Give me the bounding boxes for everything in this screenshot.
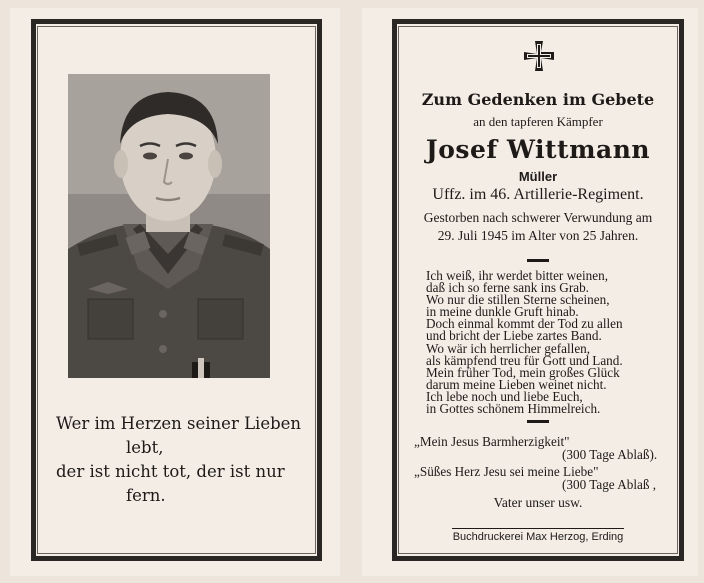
- poem-line: als kämpfend treu für Gott und Land.: [426, 352, 623, 368]
- military-rank: Uffz. im 46. Artillerie-Regiment.: [432, 186, 644, 203]
- poem-line: in meine dunkle Gruft hinab.: [426, 304, 579, 320]
- prayer-text: „Süßes Herz Jesu sei meine Liebe": [414, 464, 599, 479]
- left-verse-line: der ist nicht tot, der ist nur: [56, 462, 285, 481]
- deceased-name: Josef Wittmann: [425, 135, 651, 164]
- profession: Müller: [518, 169, 558, 184]
- poem-line: Ich lebe noch und liebe Euch,: [426, 388, 583, 404]
- iron-cross-icon: [524, 41, 554, 71]
- poem-line: in Gottes schönem Himmelreich.: [426, 401, 601, 417]
- left-verse: [46, 412, 310, 508]
- death-info-line: 29. Juli 1945 im Alter von 25 Jahren.: [437, 228, 639, 243]
- death-info-line: Gestorben nach schwerer Verwundung am: [423, 210, 653, 225]
- prayer-indulgence: (300 Tage Ablaß ,: [562, 477, 657, 492]
- left-verse-line: lebt,: [126, 438, 164, 457]
- memorial-poem: [426, 270, 666, 415]
- divider: [527, 259, 549, 262]
- prayer-indulgence: (300 Tage Ablaß).: [562, 447, 658, 462]
- poem-line: Wo wär ich herrlicher gefallen,: [426, 340, 591, 356]
- poem-line: Ich weiß, ihr werdet bitter weinen,: [426, 268, 608, 283]
- printer-rule: [452, 528, 624, 529]
- left-panel: [10, 8, 340, 576]
- poem-line: darum meine Lieben weinet nicht.: [426, 376, 607, 392]
- poem-line: und bricht der Liebe zartes Band.: [426, 328, 602, 344]
- poem-line: Wo nur die stillen Sterne scheinen,: [426, 292, 610, 308]
- closing-prayer: Vater unser usw.: [493, 495, 583, 510]
- right-panel: [362, 8, 698, 576]
- left-verse-line: fern.: [126, 486, 166, 505]
- left-verse-line: Wer im Herzen seiner Lieben: [56, 414, 302, 433]
- poem-line: daß ich so ferne sank ins Grab.: [426, 280, 589, 296]
- divider: [527, 420, 549, 423]
- printer-credit: Buchdruckerei Max Herzog, Erding: [452, 531, 624, 543]
- prayer-text: „Mein Jesus Barmherzigkeit": [414, 434, 570, 449]
- card-title: Zum Gedenken im Gebete: [421, 90, 655, 109]
- portrait-photo: [68, 74, 270, 378]
- card-subtitle: an den tapferen Kämpfer: [473, 114, 603, 129]
- poem-line: Doch einmal kommt der Tod zu allen: [426, 316, 623, 332]
- poem-line: Mein früher Tod, mein großes Glück: [426, 364, 620, 380]
